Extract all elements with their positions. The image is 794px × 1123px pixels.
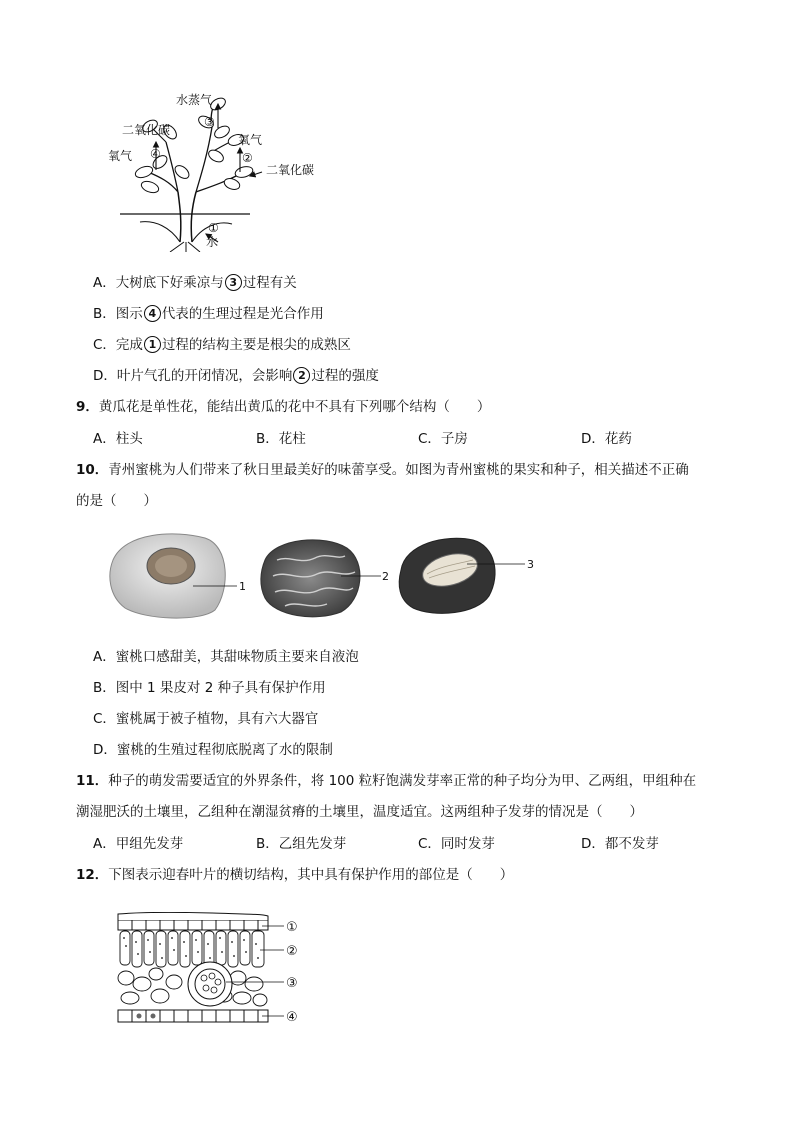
q8-option-b-post: 代表的生理过程是光合作用 — [161, 306, 324, 322]
label-water: 水 — [206, 235, 219, 249]
label-oxygen-left: 氧气 — [108, 149, 133, 163]
peach-label-2: 2 — [382, 570, 389, 583]
q8-option-a-pre: A．大树底下好乘凉与 — [93, 275, 224, 291]
plant-diagram — [100, 92, 340, 252]
peach-label-3: 3 — [527, 558, 534, 571]
label-co2-right: 二氧化碳 — [266, 163, 315, 177]
q11-option-b[interactable]: B．乙组先发芽 — [256, 836, 347, 852]
leaf-label-2: ② — [286, 944, 298, 959]
q10-stem-text: 青州蜜桃为人们带来了秋日里最美好的味蕾享受。如图为青州蜜桃的果实和种子，相关描述不正确 — [108, 462, 689, 478]
leaf-label-4: ④ — [286, 1010, 298, 1025]
q10-option-c[interactable]: C．蜜桃属于被子植物，具有六大器官 — [93, 711, 319, 727]
q10-stem-line2: 的是（ ） — [76, 493, 157, 509]
q9-option-b[interactable]: B．花柱 — [256, 431, 306, 447]
q8-option-b-pre: B．图示 — [93, 306, 143, 322]
circled-number: 3 — [225, 274, 242, 291]
q11-option-d[interactable]: D．都不发芽 — [581, 836, 659, 852]
q11-stem-line2: 潮湿肥沃的土壤里，乙组种在潮湿贫瘠的土壤里，温度适宜。这两组种子发芽的情况是（ ） — [76, 804, 643, 820]
label-water-vapor: 水蒸气 — [176, 93, 213, 107]
q9-number: 9． — [76, 399, 99, 415]
q8-option-d[interactable] — [93, 364, 379, 385]
q11-option-a[interactable]: A．甲组先发芽 — [93, 836, 184, 852]
q8-option-c-post: 过程的结构主要是根尖的成熟区 — [161, 337, 351, 353]
q9-option-a[interactable]: A．柱头 — [93, 431, 143, 447]
leaf-label-1: ① — [286, 920, 298, 935]
circled-number: 4 — [144, 305, 161, 322]
q12-stem — [76, 863, 513, 883]
q11-stem-text: 种子的萌发需要适宜的外界条件，将 100 粒籽饱满发芽率正常的种子均分为甲、乙两组，甲组种在 — [108, 773, 697, 789]
label-n2: ② — [242, 151, 253, 165]
q9-stem-text: 黄瓜花是单性花，能结出黄瓜的花中不具有下列哪个结构（ ） — [98, 399, 491, 415]
q10-option-b[interactable]: B．图中 1 果皮对 2 种子具有保护作用 — [93, 680, 326, 696]
q10-option-d[interactable]: D．蜜桃的生殖过程彻底脱离了水的限制 — [93, 742, 333, 758]
leaf-cross-section — [112, 912, 312, 1032]
q11-stem-line1 — [76, 769, 696, 789]
label-n3: ③ — [204, 115, 215, 129]
q12-stem-text: 下图表示迎春叶片的横切结构，其中具有保护作用的部位是（ ） — [108, 867, 514, 883]
circled-number: 1 — [144, 336, 161, 353]
circled-number: 2 — [293, 367, 310, 384]
q10-stem-line1 — [76, 458, 689, 478]
q8-option-a-post: 过程有关 — [242, 275, 297, 291]
q9-option-d[interactable]: D．花药 — [581, 431, 632, 447]
q8-option-c[interactable] — [93, 333, 351, 354]
q10-option-a[interactable]: A．蜜桃口感甜美，其甜味物质主要来自液泡 — [93, 649, 359, 665]
q11-number: 11． — [76, 773, 109, 789]
q11-option-c[interactable]: C．同时发芽 — [418, 836, 495, 852]
label-n4: ④ — [150, 147, 161, 161]
q8-option-d-post: 过程的强度 — [311, 368, 379, 384]
q8-option-a[interactable] — [93, 271, 297, 292]
leaf-label-3: ③ — [286, 976, 298, 991]
q12-number: 12． — [76, 867, 109, 883]
q8-option-d-pre: D．叶片气孔的开闭情况，会影响 — [93, 368, 293, 384]
label-n1: ① — [208, 221, 219, 235]
q9-option-c[interactable]: C．子房 — [418, 431, 468, 447]
q8-option-b[interactable] — [93, 302, 324, 323]
q10-number: 10． — [76, 462, 109, 478]
label-oxygen-right: 氧气 — [238, 133, 263, 147]
peach-figure — [105, 530, 545, 622]
peach-label-1: 1 — [239, 580, 246, 593]
q8-option-c-pre: C．完成 — [93, 337, 143, 353]
q9-stem — [76, 395, 490, 415]
label-co2-left: 二氧化碳 — [122, 123, 171, 137]
